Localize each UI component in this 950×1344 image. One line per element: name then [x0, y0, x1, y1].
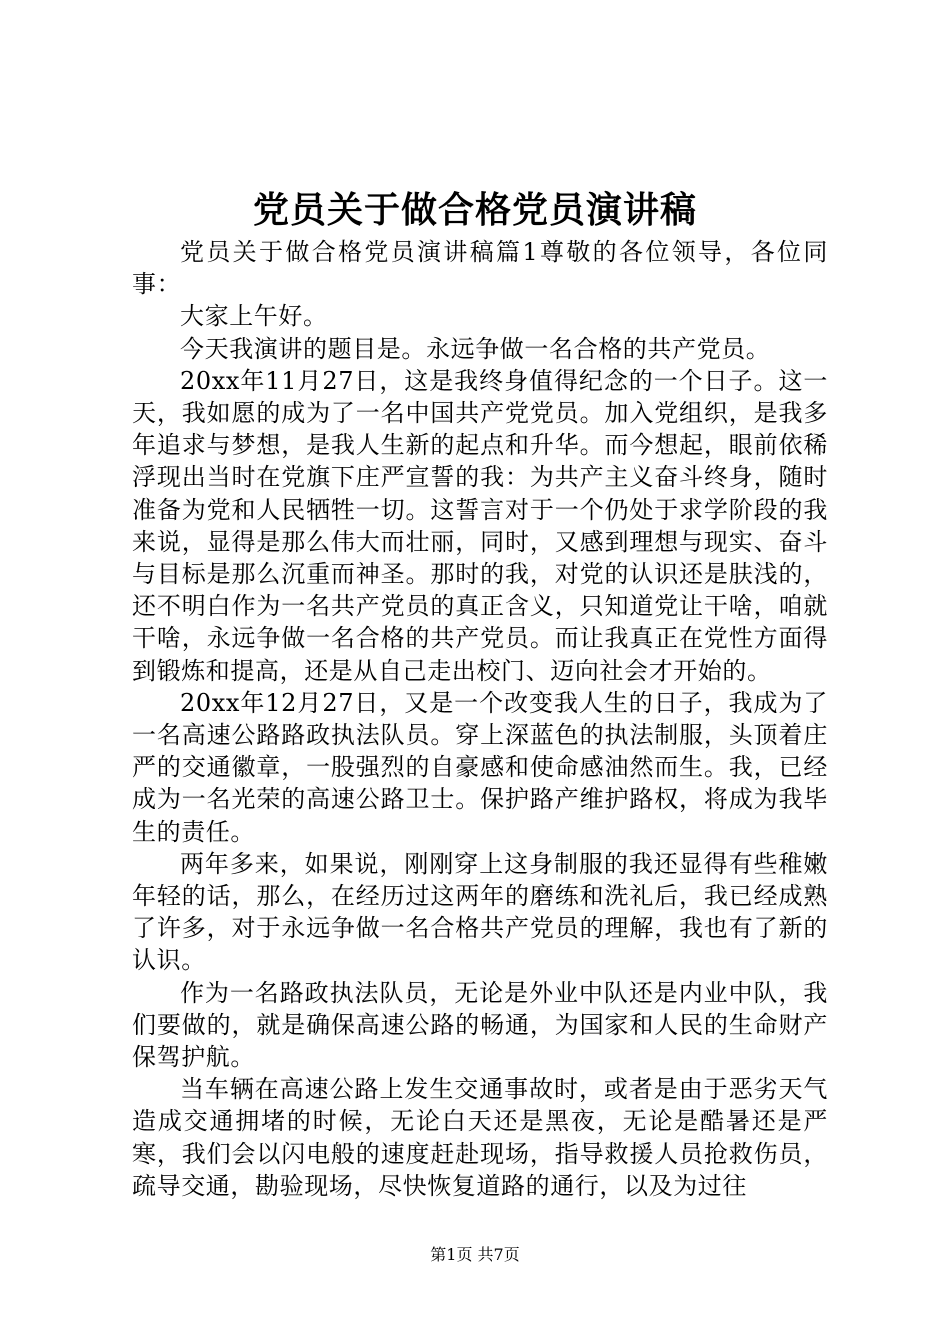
paragraph: 大家上午好。: [180, 302, 328, 331]
paragraph: 党员关于做合格党员演讲稿篇1尊敬的各位领导，各位同事：: [132, 238, 828, 299]
page-number-footer: 第1页 共7页: [430, 1245, 520, 1264]
paragraph: 20xx年11月27日，这是我终身值得纪念的一个日子。这一天，我如愿的成为了一名中国共产党党员。加入党组织，是我多年追求与梦想，是我人生新的起点和升华。而今想起，眼前依稀浮现出当时在党旗下庄严宣誓的我：为共产主义奋斗终身，随时准备为党和人民牺牲一切。这誓言对于一个仍处于求学阶段的我来说，显得是那么伟大而壮丽，同时，又感到理想与现实、奋斗与目标是那么沉重而神圣。那时的我，对党的认识还是肤浅的，还不明白作为一名共产党员的真正含义，只知道党让干啥，咱就干啥，永远争做一名合格的共产党员。而让我真正在党性方面得到锻炼和提高，还是从自己走出校门、迈向社会才开始的。: [132, 366, 828, 685]
paragraph: 作为一名路政执法队员，无论是外业中队还是内业中队，我们要做的，就是确保高速公路的畅通，为国家和人民的生命财产保驾护航。: [132, 978, 828, 1072]
document-body: [132, 236, 828, 1202]
paragraph: 当车辆在高速公路上发生交通事故时，或者是由于恶劣天气造成交通拥堵的时候，无论白天还是黑夜，无论是酷暑还是严寒，我们会以闪电般的速度赶赴现场，指导救援人员抢救伤员，疏导交通，勘验现场，尽快恢复道路的通行，以及为过往: [132, 1075, 828, 1200]
document-title: 党员关于做合格党员演讲稿: [252, 189, 697, 231]
paragraph: 20xx年12月27日，又是一个改变我人生的日子，我成为了一名高速公路路政执法队员。穿上深蓝色的执法制服，头顶着庄严的交通徽章，一股强烈的自豪感和使命感油然而生。我，已经成为一名光荣的高速公路卫士。保护路产维护路权，将成为我毕生的责任。: [132, 688, 828, 846]
paragraph: 两年多来，如果说，刚刚穿上这身制服的我还显得有些稚嫩年轻的话，那么，在经历过这两年的磨练和洗礼后，我已经成熟了许多，对于永远争做一名合格共产党员的理解，我也有了新的认识。: [132, 849, 828, 975]
paragraph: 今天我演讲的题目是。永远争做一名合格的共产党员。: [180, 334, 771, 363]
